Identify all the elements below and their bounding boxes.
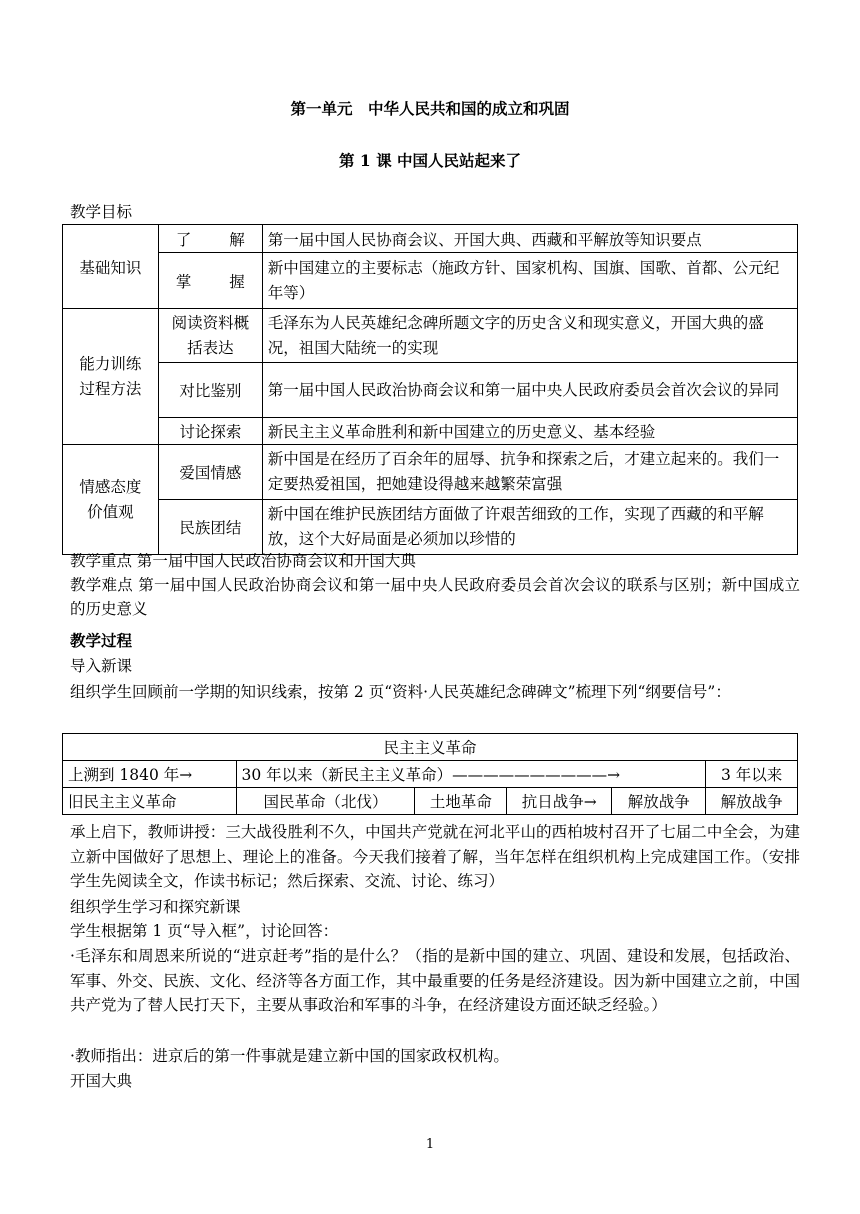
after-timeline-text: 承上启下，教师讲授：三大战役胜利不久，中国共产党就在河北平山的西柏坡村召开了七届二中全会，为建立新中国做好了思想上、理论上的准备。今天我们接着了解，当年怎样在组织机构上完成建国工作。（安排学生先阅读全文，作读书标记；然后探索、交流、讨论、练习） bbox=[70, 823, 800, 890]
unit-title: 第一单元 中华人民共和国的成立和巩固 bbox=[290, 99, 570, 118]
study-intro: 学生根据第 1 页“导入框”，讨论回答： bbox=[70, 922, 339, 940]
category-basic: 基础知识 bbox=[63, 225, 159, 309]
content-master: 新中国建立的主要标志（施政方针、国家机构、国旗、国歌、首都、公元纪年等） bbox=[262, 253, 797, 309]
label-compare: 对比鉴别 bbox=[158, 363, 262, 418]
content-discuss: 新民主主义革命胜利和新中国建立的历史意义、基本经验 bbox=[262, 418, 797, 445]
lesson-title: 第 1 课 中国人民站起来了 bbox=[339, 151, 521, 170]
content-compare: 第一届中国人民政治协商会议和第一届中央人民政府委员会首次会议的异同 bbox=[262, 363, 797, 418]
timeline-stage-liberation-2: 解放战争 bbox=[706, 788, 798, 815]
label-discuss: 讨论探索 bbox=[158, 418, 262, 445]
bullet-teacher-note: ·教师指出：进京后的第一件事就是建立新中国的国家政权机构。 bbox=[70, 1047, 509, 1065]
objectives-label: 教学目标 bbox=[70, 203, 133, 221]
difficult-point: 教学难点 第一届中国人民政治协商会议和第一届中央人民政府委员会首次会议的联系与区别；新中国成立的历史意义 bbox=[70, 576, 800, 618]
timeline-stage-old-democratic: 旧民主主义革命 bbox=[63, 788, 237, 815]
content-reading: 毛泽东为人民英雄纪念碑所题文字的历史含义和现实意义，开国大典的盛况，祖国大陆统一的实现 bbox=[262, 309, 797, 363]
content-understand: 第一届中国人民协商会议、开国大典、西藏和平解放等知识要点 bbox=[262, 225, 797, 253]
intro-heading: 导入新课 bbox=[70, 657, 133, 675]
category-emotion: 情感态度 价值观 bbox=[63, 445, 159, 555]
timeline-stage-liberation: 解放战争 bbox=[612, 788, 706, 815]
study-heading: 组织学生学习和探究新课 bbox=[70, 898, 241, 916]
timeline-era-new: 30 年以来（新民主主义革命）——————————→ bbox=[236, 761, 706, 788]
label-patriotism: 爱国情感 bbox=[158, 445, 262, 500]
timeline-era-recent: 3 年以来 bbox=[706, 761, 798, 788]
content-patriotism: 新中国是在经历了百余年的屈辱、抗争和探索之后，才建立起来的。我们一定要热爱祖国，把她建设得越来越繁荣富强 bbox=[262, 445, 797, 500]
bullet-question: ·毛泽东和周恩来所说的“进京赶考”指的是什么？（指的是新中国的建立、巩固、建设和发展，包括政治、军事、外交、民族、文化、经济等各方面工作，其中最重要的任务是经济建设。因为新中国建立之前，中国共产党为了替人民打天下，主要从事政治和军事的斗争，在经济建设方面还缺乏经验。） bbox=[70, 947, 800, 1014]
section-heading: 开国大典 bbox=[70, 1072, 133, 1090]
label-unity: 民族团结 bbox=[158, 500, 262, 555]
intro-text: 组织学生回顾前一学期的知识线索，按第 2 页“资料·人民英雄纪念碑碑文”梳理下列“纲要信号”： bbox=[70, 683, 731, 701]
process-heading: 教学过程 bbox=[70, 631, 133, 650]
label-reading: 阅读资料概 括表达 bbox=[158, 309, 262, 363]
timeline-stage-national: 国民革命（北伐） bbox=[236, 788, 415, 815]
label-understand: 了 解 bbox=[158, 225, 262, 253]
category-ability: 能力训练 过程方法 bbox=[63, 309, 159, 445]
timeline-stage-anti-japanese: 抗日战争→ bbox=[507, 788, 612, 815]
timeline-header: 民主主义革命 bbox=[63, 734, 798, 761]
objectives-table bbox=[62, 224, 798, 555]
content-unity: 新中国在维护民族团结方面做了许艰苦细致的工作，实现了西藏的和平解放，这个大好局面是必须加以珍惜的 bbox=[262, 500, 797, 555]
timeline-stage-land: 土地革命 bbox=[415, 788, 507, 815]
timeline-table bbox=[62, 733, 798, 815]
key-point: 教学重点 第一届中国人民政治协商会议和开国大典 bbox=[70, 552, 416, 570]
label-master: 掌 握 bbox=[158, 253, 262, 309]
page-number: 1 bbox=[425, 1137, 435, 1152]
timeline-era-old: 上溯到 1840 年→ bbox=[63, 761, 237, 788]
